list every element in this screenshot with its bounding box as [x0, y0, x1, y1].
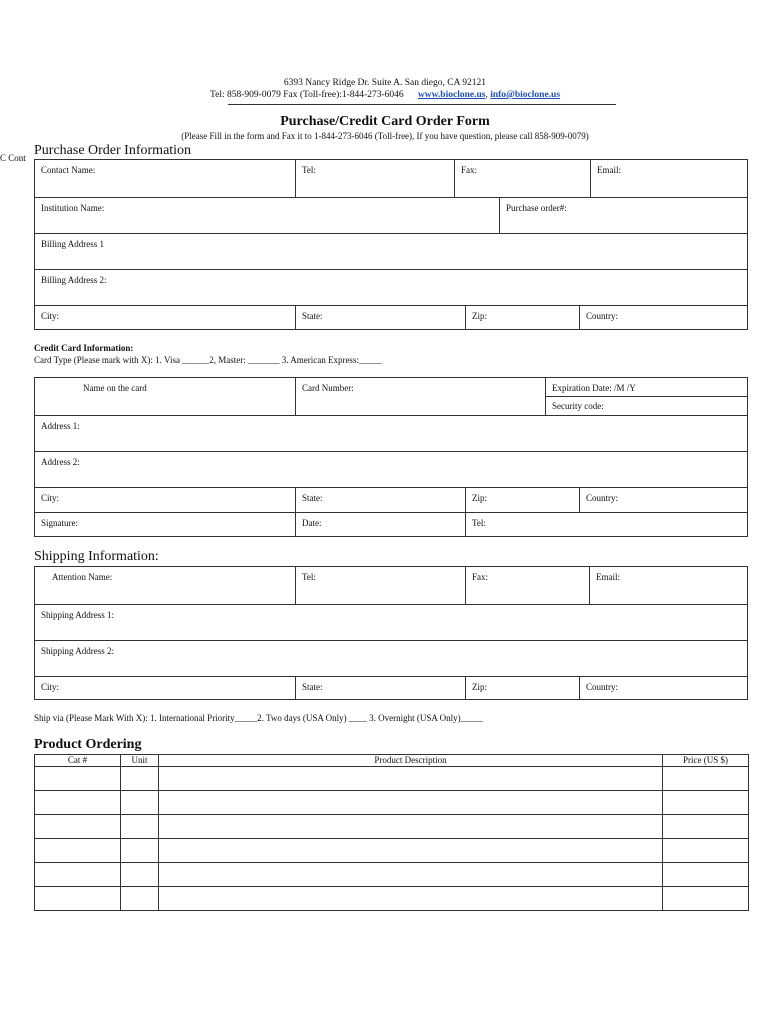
unit-cell[interactable]: [121, 863, 159, 887]
table-row: [35, 863, 749, 887]
cc-row-city: [35, 487, 747, 513]
unit-cell[interactable]: [121, 791, 159, 815]
unit-cell[interactable]: [121, 767, 159, 791]
price-cell[interactable]: [663, 839, 749, 863]
cc-row-signature: [35, 512, 747, 536]
cc-zip-field[interactable]: Zip:: [465, 488, 580, 513]
product-ordering-heading: Product Ordering: [34, 737, 142, 752]
attention-name-field[interactable]: Attention Name:: [52, 572, 113, 582]
cat-number-cell[interactable]: [35, 815, 121, 839]
table-row: [35, 791, 749, 815]
product-description-header: Product Description: [159, 755, 663, 767]
po-row-city: [35, 305, 747, 329]
form-instructions: (Please Fill in the form and Fax it to 1-844-273-6046 (Toll-free), If you have question, please call 858-909-0079): [181, 131, 589, 141]
price-header: Price (US $): [663, 755, 749, 767]
cc-city-field[interactable]: City:: [41, 493, 60, 503]
cat-number-cell[interactable]: [35, 791, 121, 815]
expiration-cell: [545, 378, 747, 415]
cc-row-card: [35, 378, 747, 415]
table-row: [35, 815, 749, 839]
product-description-cell[interactable]: [159, 815, 663, 839]
po-fax-field[interactable]: Fax:: [454, 160, 591, 197]
header-divider: [228, 104, 616, 105]
cat-number-header: Cat #: [35, 755, 121, 767]
po-row-contact: [35, 160, 747, 197]
ship-zip-field[interactable]: Zip:: [465, 677, 580, 699]
unit-header: Unit: [121, 755, 159, 767]
date-field[interactable]: Date:: [295, 513, 466, 536]
cc-address-1-field[interactable]: Address 1:: [35, 415, 747, 452]
link-separator: ,: [485, 90, 488, 100]
table-row: [35, 839, 749, 863]
ship-country-field[interactable]: Country:: [579, 677, 747, 699]
table-row: [35, 887, 749, 911]
signature-field[interactable]: Signature:: [41, 518, 78, 528]
company-address: 6393 Nancy Ridge Dr. Suite A. San diego, CA 92121: [283, 78, 487, 88]
price-cell[interactable]: [663, 815, 749, 839]
unit-cell[interactable]: [121, 815, 159, 839]
website-link[interactable]: www.bioclone.us: [417, 90, 486, 100]
credit-card-heading: Credit Card Information:: [34, 343, 134, 353]
product-table: [34, 754, 749, 911]
name-on-card-field[interactable]: Name on the card: [83, 383, 147, 393]
product-table-body: [35, 767, 749, 911]
shipping-section: [34, 566, 748, 700]
purchase-order-heading: Purchase Order Information: [34, 143, 192, 158]
po-zip-field[interactable]: Zip:: [465, 306, 580, 329]
ship-row-city: [35, 676, 747, 699]
product-description-cell[interactable]: [159, 839, 663, 863]
ship-fax-field[interactable]: Fax:: [465, 567, 590, 604]
po-row-institution: [35, 197, 747, 234]
tel-fax-text: Tel: 858-909-0079 Fax (Toll-free):1-844-273-6046: [209, 90, 404, 100]
form-title: Purchase/Credit Card Order Form: [280, 114, 490, 129]
po-state-field[interactable]: State:: [295, 306, 466, 329]
price-cell[interactable]: [663, 767, 749, 791]
unit-cell[interactable]: [121, 887, 159, 911]
po-city-field[interactable]: City:: [41, 311, 60, 321]
table-row: [35, 767, 749, 791]
cat-number-cell[interactable]: [35, 863, 121, 887]
security-code-field[interactable]: Security code:: [546, 396, 747, 415]
product-description-cell[interactable]: [159, 887, 663, 911]
po-email-field[interactable]: Email:: [590, 160, 747, 197]
contact-name-field[interactable]: Contact Name:: [41, 165, 96, 175]
shipping-heading: Shipping Information:: [34, 549, 159, 564]
ship-via-line: Ship via (Please Mark With X): 1. International Priority_____2. Two days (USA Only) ____ 3. Overnight (USA Only)_____: [34, 713, 484, 723]
card-type-line: Card Type (Please mark with X): 1. Visa ______2, Master: _______ 3. American Express:_____: [34, 355, 382, 365]
company-contact-line: [0, 90, 770, 100]
cc-address-2-field[interactable]: Address 2:: [35, 451, 747, 488]
product-description-cell[interactable]: [159, 791, 663, 815]
cat-number-cell[interactable]: [35, 839, 121, 863]
email-link[interactable]: info@bioclone.us: [490, 90, 561, 100]
cat-number-cell[interactable]: [35, 887, 121, 911]
ship-email-field[interactable]: Email:: [589, 567, 747, 604]
unit-cell[interactable]: [121, 839, 159, 863]
shipping-address-2-field[interactable]: Shipping Address 2:: [35, 640, 747, 677]
po-tel-field[interactable]: Tel:: [295, 160, 455, 197]
card-number-field[interactable]: Card Number:: [295, 378, 546, 415]
price-cell[interactable]: [663, 863, 749, 887]
product-description-cell[interactable]: [159, 767, 663, 791]
cc-country-field[interactable]: Country:: [579, 488, 747, 513]
po-country-field[interactable]: Country:: [579, 306, 747, 329]
credit-card-section: [34, 377, 748, 537]
purchase-order-section: [34, 159, 748, 330]
ship-row-attention: [35, 567, 747, 604]
cut-off-text: C Cont: [0, 153, 26, 163]
price-cell[interactable]: [663, 887, 749, 911]
cc-state-field[interactable]: State:: [295, 488, 466, 513]
cc-tel-field[interactable]: Tel:: [465, 513, 747, 536]
ship-tel-field[interactable]: Tel:: [295, 567, 466, 604]
billing-address-1-field[interactable]: Billing Address 1: [35, 233, 747, 270]
institution-name-field[interactable]: Institution Name:: [41, 203, 105, 213]
product-description-cell[interactable]: [159, 863, 663, 887]
purchase-order-number-field[interactable]: Purchase order#:: [499, 198, 747, 234]
ship-city-field[interactable]: City:: [41, 682, 60, 692]
expiration-date-field[interactable]: Expiration Date: /M /Y: [552, 383, 636, 393]
cat-number-cell[interactable]: [35, 767, 121, 791]
price-cell[interactable]: [663, 791, 749, 815]
ship-state-field[interactable]: State:: [295, 677, 466, 699]
shipping-address-1-field[interactable]: Shipping Address 1:: [35, 604, 747, 641]
product-table-header: [35, 755, 749, 767]
billing-address-2-field[interactable]: Billing Address 2:: [35, 269, 747, 306]
